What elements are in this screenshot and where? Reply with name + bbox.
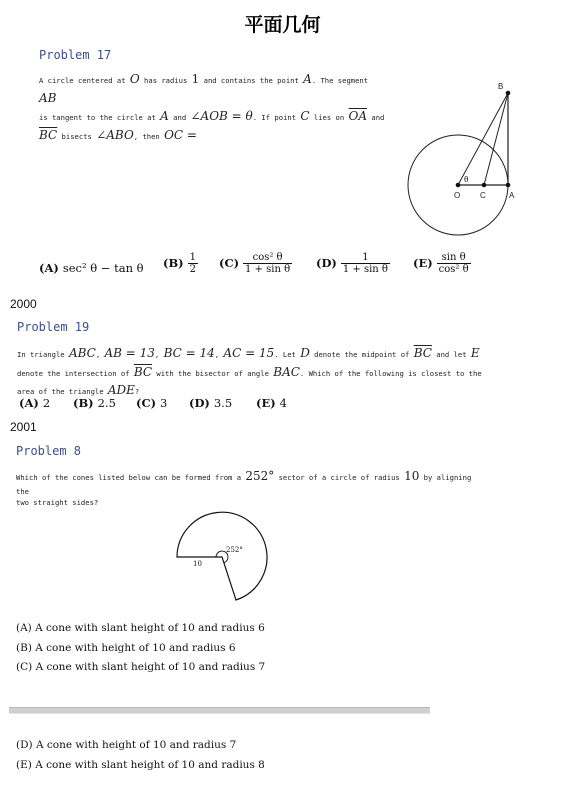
problem-19-line-3: area of the triangle ADE? [17,383,140,398]
problem-17-text [39,70,389,144]
problem-19-line-1: In triangle ABC, AB = 13, BC = 14, AC = 15. Let D denote the midpoint of $\overline{BC}$ and let E [17,346,480,360]
label-b: B [498,82,504,91]
year-2000-label: 2000 [10,297,37,311]
problem-8-line-2: two straight sides? [16,497,99,507]
page-divider [9,707,430,714]
angle-label: 252° [226,546,243,554]
problem-17-choice-d: (D) $\frac{1}{\text{1 + sin θ}}$ [316,252,388,275]
problem-8-heading: Problem 8 [16,444,82,458]
segment-bc [484,93,508,185]
problem-8-option-d: (D) A cone with height of 10 and radius 7 [16,739,237,751]
problem-8-option-b: (B) A cone with height of 10 and radius 6 [16,642,236,654]
label-a: A [509,191,515,200]
label-theta: θ [464,175,469,184]
problem-17-heading: Problem 17 [39,48,112,62]
problem-17-choice-a: (A) sec² θ − tan θ [39,261,144,275]
problem-19-choice-b: (B) 2.5 [73,396,116,410]
point-a [506,183,511,188]
problem-17-line-2: is tangent to the circle at A and ∠AOB = θ. If point C lies on $\overline{OA}$ and [39,109,385,124]
label-o: O [454,191,461,200]
problem-19-choice-d: (D) 3.5 [189,396,233,410]
radius-label: 10 [193,560,202,568]
problem-17-choice-e: (E) $\frac{\text{sin θ}}{\text{cos² θ}}$ [413,252,469,275]
problem-17-line-3: $\overline{BC}$ bisects ∠ABO, then OC = [39,127,197,142]
point-o [456,183,461,188]
segment-ob [458,93,508,185]
page-title: 平面几何 [244,14,321,36]
problem-17-choice-c: (C) $\frac{\text{cos² θ}}{\text{1 + sin θ}}$ [219,252,291,275]
sector-252 [177,512,267,600]
year-2001-label: 2001 [10,420,37,434]
problem-19-choice-e: (E) 4 [256,396,287,410]
problem-8-option-c: (C) A cone with slant height of 10 and radius 7 [16,661,266,673]
problem-19-line-2: denote the intersection of $\overline{BC}$ with the bisector of angle BAC. Which of the following is closest to the [17,364,482,379]
label-c: C [480,191,486,200]
problem-19-text [17,344,487,400]
problem-17-line-1: A circle centered at O has radius 1 and contains the point A. The segment AB [39,72,369,105]
point-c [482,183,487,188]
problem-19-choice-c: (C) 3 [136,396,168,410]
problem-8-line-1: Which of the cones listed below can be formed from a 252° sector of a circle of radius 10 by aligning the [16,469,472,496]
problem-8-option-a: (A) A cone with slant height of 10 and radius 6 [16,622,265,634]
problem-8-option-e: (E) A cone with slant height of 10 and radius 8 [16,759,265,771]
problem-17-choice-b: (B) $\frac{1}{2}$ [163,252,196,275]
problem-19-heading: Problem 19 [17,320,90,334]
problem-8-sector-figure [170,505,275,610]
problem-19-choice-a: (A) 2 [19,396,51,410]
problem-8-text [16,467,486,508]
point-b [506,91,511,96]
problem-17-figure [400,75,530,250]
